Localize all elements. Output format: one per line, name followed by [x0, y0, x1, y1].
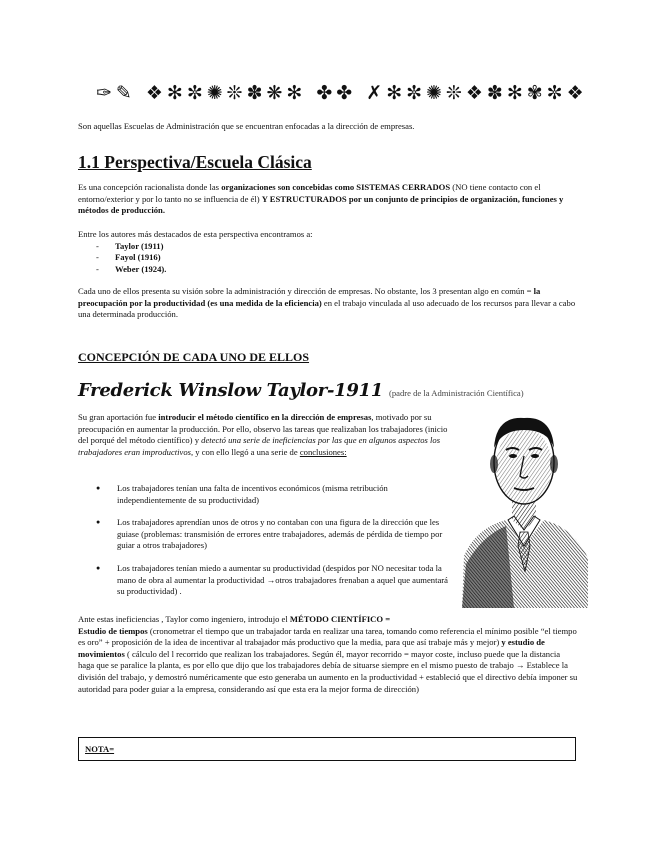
- author-item: - Weber (1924).: [78, 264, 313, 276]
- paragraph-aportacion: Su gran aportación fue introducir el método científico en la dirección de empresas, motivado por su preocupación en aumentar la producción. Por ello, observo las tareas que realizaban los trabajadores (inicio del porqué del método científico) y detectó una serie de ineficiencias por las que en algunos aspectos los trabajadores eran improductivos, y con ello llegó a una serie de conclusiones:: [78, 412, 448, 457]
- subsection-heading: CONCEPCIÓN DE CADA UNO DE ELLOS: [78, 350, 310, 364]
- paragraph-productividad: Cada uno de ellos presenta su visión sobre la administración y dirección de empresas. No obstante, los 3 presentan algo en común = la preocupación por la productividad (es una medida de la eficiencia) en el trabajo vinculada al uso adecuado de los recursos para llevar a cabo una determinada producción.: [78, 286, 576, 320]
- authors-block: [78, 229, 313, 275]
- taylor-title: Frederick Winslow Taylor-1911: [78, 380, 384, 401]
- taylor-heading: [78, 380, 524, 401]
- nota-label: NOTA=: [85, 744, 115, 754]
- intro-paragraph: Son aquellas Escuelas de Administración que se encuentran enfocadas a la dirección de empresas.: [78, 121, 415, 131]
- list-item: ● Los trabajadores tenían miedo a aumentar su productividad (despidos por NO necesitar toda la mano de obra al aumentar la productividad →otros trabajadores frenaban a aquel que aumentará su productividad) .: [96, 563, 452, 598]
- taylor-subtitle: (padre de la Administración Científica): [389, 388, 524, 398]
- conclusions-list: [96, 483, 452, 609]
- authors-list: [78, 241, 313, 276]
- paragraph-concepcion: Es una concepción racionalista donde las organizaciones son concebidas como SISTEMAS CERRADOS (NO tiene contacto con el entorno/exterior y por lo tanto no se influencia de él) Y ESTRUCTURADOS por un conjunto de principios de organización, funciones y métodos de producción.: [78, 182, 564, 216]
- chapter-title: ✑✎ ❖✻✼✺❊✽❋✻ ✤✤ ✗✻✼✺❊❖✽✻✾✼❖: [96, 82, 588, 104]
- author-item: - Fayol (1916): [78, 252, 313, 264]
- list-item: ● Los trabajadores aprendían unos de otros y no contaban con una figura de la dirección que les guiase (problemas: transmisión de errores entre trabajadores, además de pérdida de tiempo por guiar a otros trabajadores): [96, 517, 452, 552]
- taylor-portrait: [462, 396, 588, 608]
- author-item: - Taylor (1911): [78, 241, 313, 253]
- nota-box: [78, 737, 576, 761]
- paragraph-metodo-cientifico: Ante estas ineficiencias , Taylor como ingeniero, introdujo el MÉTODO CIENTÍFICO = Estudio de tiempos (cronometrar el tiempo que un trabajador tarda en realizar una tarea, tomando como referencia el mínimo posible “el tiempo es oro” + proposición de la idea de incentivar al trabajador más productivo que la media, para que así trabaje más y mejor) y estudio de movimientos ( cálculo del l recorrido que realizan los trabajadores. Según él, mayor recorrido = mayor coste, incluso puede que la distancia haga que se paralice la planta, es por ello que dijo que los trabajadores debía de situarse siempre en el mismo puesto de trabajo → Establece la división del trabajo, y demostró numéricamente que esto generaba un aumento en la productividad + estableció que el directivo debía imponer su autoridad para poder guiar a la empresa, considerando así que esta era la mejor forma de dirección): [78, 614, 578, 694]
- list-item: ● Los trabajadores tenían una falta de incentivos económicos (misma retribución independientemente de su productividad): [96, 483, 452, 506]
- section-heading-clasica: 1.1 Perspectiva/Escuela Clásica: [78, 152, 312, 172]
- authors-intro: Entre los autores más destacados de esta perspectiva encontramos a:: [78, 229, 313, 239]
